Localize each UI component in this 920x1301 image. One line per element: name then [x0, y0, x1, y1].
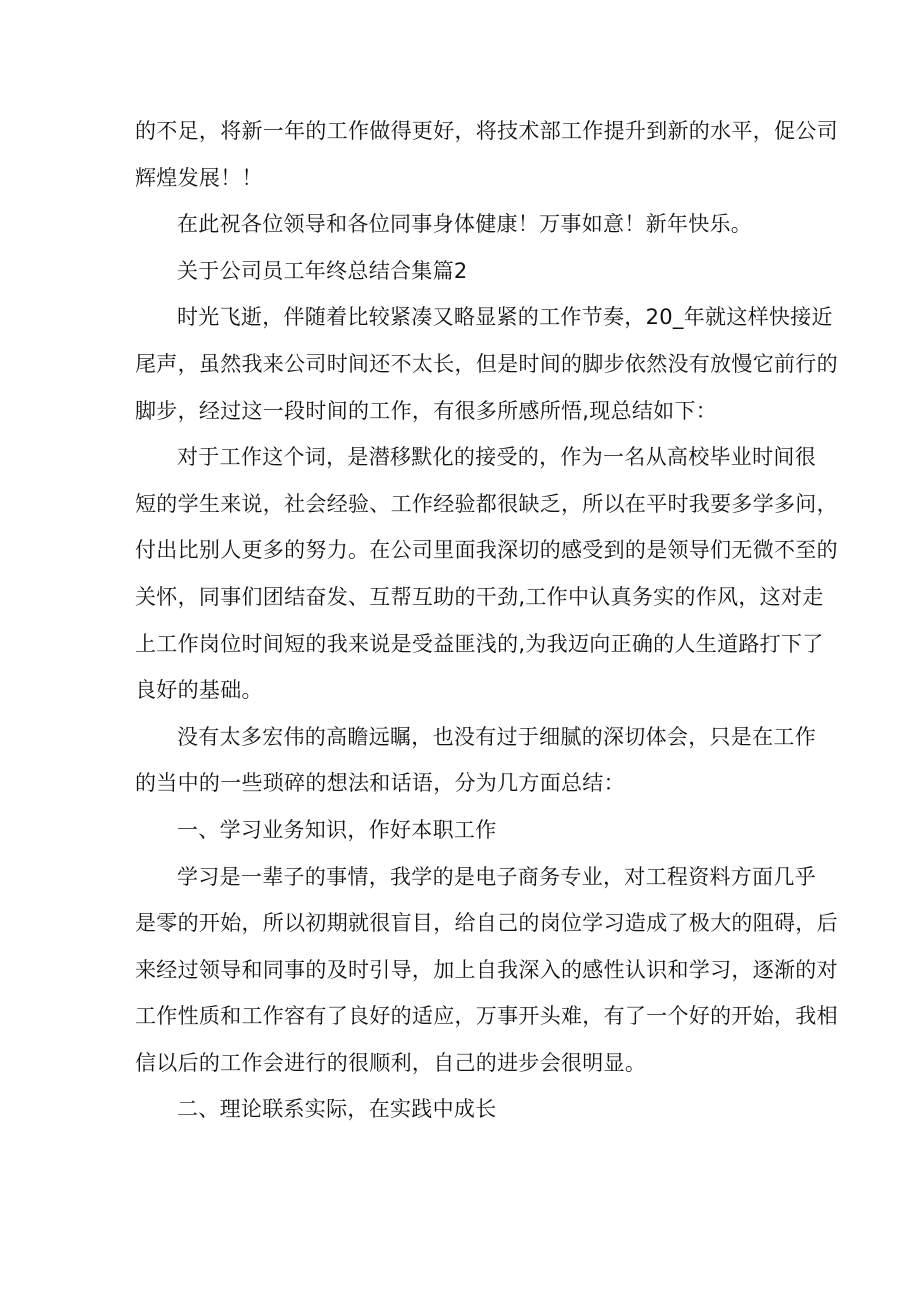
text-line: 短的学生来说，社会经验、工作经验都很缺乏，所以在平时我要多学多问，: [135, 491, 838, 516]
paragraph-summary: [135, 714, 816, 807]
text-line: 良好的基础。: [135, 678, 263, 703]
text-line: 脚步，经过这一段时间的工作，有很多所感所悟,现总结如下：: [135, 398, 718, 423]
text-line: 关怀，同事们团结奋发、互帮互助的干劲,工作中认真务实的作风，这对走: [135, 584, 824, 609]
text-line: 学习是一辈子的事情，我学的是电子商务专业，对工程资料方面几乎: [177, 864, 816, 889]
text-line: 是零的开始，所以初期就很盲目，给自己的岗位学习造成了极大的阻碍，后: [135, 911, 838, 936]
text-line: 二、理论联系实际，在实践中成长: [177, 1097, 497, 1122]
text-line: 尾声，虽然我来公司时间还不太长，但是时间的脚步依然没有放慢它前行的: [135, 351, 838, 376]
section-title: [135, 248, 795, 295]
text-line: 没有太多宏伟的高瞻远瞩，也没有过于细腻的深切体会，只是在工作: [177, 724, 816, 749]
subheading-two: [135, 1086, 795, 1133]
text-line: 时光飞逝，伴随着比较紧凑又略显紧的工作节奏，20_年就这样快接近: [177, 305, 833, 330]
text-line: 一、学习业务知识，作好本职工作: [177, 817, 497, 842]
text-line: 信以后的工作会进行的很顺利，自己的进步会很明显。: [135, 1050, 647, 1075]
text-line: 上工作岗位时间短的我来说是受益匪浅的,为我迈向正确的人生道路打下了: [135, 631, 824, 656]
text-line: 工作性质和工作容有了良好的适应，万事开头难，有了一个好的开始，我相: [135, 1004, 838, 1029]
paragraph-greeting: [135, 201, 795, 248]
text-line: 的不足，将新一年的工作做得更好，将技术部工作提升到新的水平，促公司: [135, 119, 838, 143]
paragraph-learning: [135, 854, 838, 1087]
text-line: 付出比别人更多的努力。在公司里面我深切的感受到的是领导们无微不至的: [135, 538, 838, 563]
subheading-one: [135, 807, 795, 854]
text-line: 辉煌发展！！: [135, 165, 263, 190]
document-body: [135, 108, 838, 1133]
paragraph-continuation: [135, 108, 838, 201]
text-line: 的当中的一些琐碎的想法和话语，分为几方面总结：: [135, 771, 625, 796]
paragraph-work: [135, 434, 838, 714]
text-line: 对于工作这个词，是潜移默化的接受的，作为一名从高校毕业时间很: [177, 445, 816, 470]
text-line: 来经过领导和同事的及时引导，加上自我深入的感性认识和学习，逐渐的对: [135, 957, 838, 982]
text-line: 在此祝各位领导和各位同事身体健康！万事如意！新年快乐。: [177, 212, 753, 237]
text-line: 关于公司员工年终总结合集篇2: [177, 258, 468, 283]
paragraph-intro: [135, 294, 838, 434]
